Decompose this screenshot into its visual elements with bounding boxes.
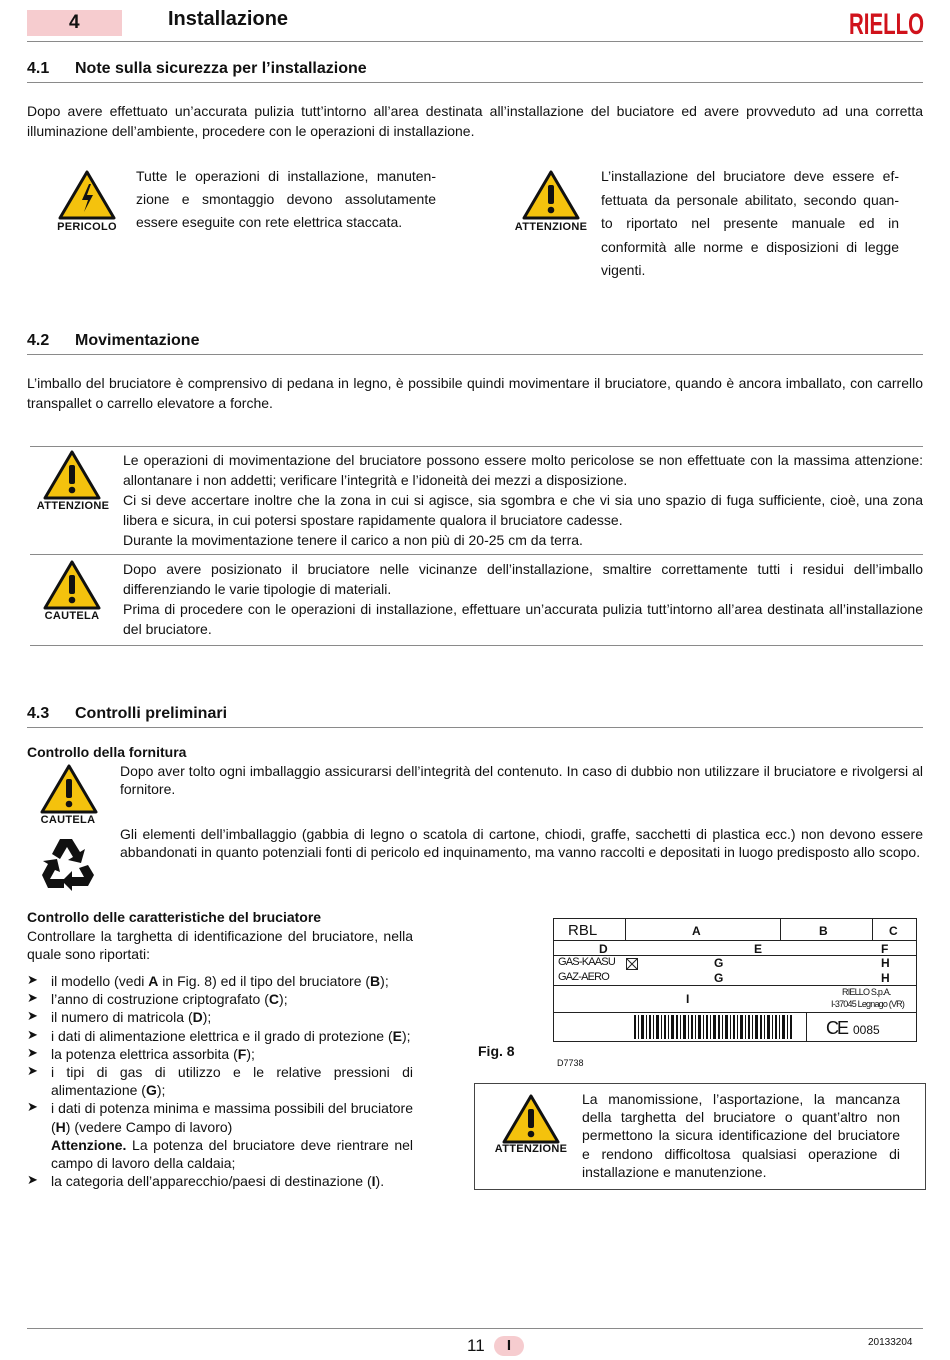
list-item [27,972,413,990]
document-code: 20133204 [868,1337,913,1348]
list-text: il numero di matricola ( [51,1009,193,1026]
pericolo-text [136,165,436,234]
list-text: in Fig. 8) ed il tipo del bruciatore ( [158,973,371,989]
text-line: essere eseguite con rete elettrica staccata. [136,214,403,230]
plate-field-g: G [714,956,724,970]
fornitura-para-1: Dopo aver tolto ogni imballaggio assicurarsi dell’integrità del contenuto. In caso di dubbio non utilizzare il bruciatore e rivolgersi al fornitore. [120,763,923,797]
chapter-number-badge [27,10,122,36]
chapter-number: 4 [69,12,80,33]
list-item [27,1008,413,1026]
section-rule [27,82,923,83]
attention-icon [502,1094,560,1144]
plate-address: I-37045 Legnago (VR) [831,999,905,1009]
riello-logo [848,8,925,41]
list-item [27,1099,413,1172]
list-text: la categoria dell’apparecchio/paesi di destinazione ( [51,1173,372,1190]
cautela-label: CAUTELA [40,814,96,826]
plate-field-h: H [881,956,890,970]
section-4-2-intro: L’imballo del bruciatore è comprensivo di pedana in legno, è possibile quindi movimentare il bruciatore, quando è ancora imballato, con carrello transpallet o carrello elevatore a forche. [27,375,923,411]
text-paragraph: Le operazioni di movimentazione del bruciatore possono essere molto pericolose se non effettuate con la massima attenzione: allontanare i non addetti; verificare l’integrità e l’idoneità dei mezzi a disposizione. [123,452,923,488]
section-title: Note sulla sicurezza per l’installazione [75,60,367,77]
list-bold: I [371,1173,376,1190]
plate-field-d: D [599,942,608,956]
tampering-warning-text: La manomissione, l’asportazione, la mancanza della targhetta del bruciatore o quant’altro non permettono la sicura identificazione del bruciatore e rendono difficoltosa qualsiasi operazione di installazione e manutenzione. [582,1091,900,1180]
section-number: 4.2 [27,332,50,349]
plate-field-i: I [686,992,690,1006]
plate-field-b: B [819,924,828,938]
ce-mark: CE [826,1018,848,1038]
section-title: Controlli preliminari [75,705,228,722]
plate-col-line [872,919,873,940]
list-item [27,1172,413,1190]
electric-hazard-icon [58,170,116,220]
text-line: fettuata da personale abilitato, secondo quan- [601,191,899,208]
list-item [27,1063,413,1099]
plate-gas-1: GAS-KAASU [558,956,615,968]
svg-text:RIELLO: RIELLO [849,8,924,41]
text-paragraph: Dopo avere posizionato il bruciatore nelle vicinanze dell’installazione, smaltire correttamente tutti i residui dell’imballo differenziando le varie tipologie di materiali. [123,561,923,597]
section-number: 4.3 [27,705,50,722]
language-badge: I [494,1336,524,1356]
plate-field-g: G [714,971,724,985]
text-paragraph: Prima di procedere con le operazioni di installazione, effettuare un’accurata pulizia tutt’intorno all’area destinata all’installazione del bruciatore. [123,601,923,637]
plate-field-f: F [881,942,889,956]
identification-plate [553,918,917,1042]
plate-field-a: A [692,924,701,938]
list-bold: B [370,973,381,989]
list-text: i dati di alimentazione elettrica e il grado di protezione ( [51,1027,393,1044]
plate-row-line [554,1012,916,1013]
caratteristiche-list [27,972,413,1190]
text-paragraph: Ci si deve accertare inoltre che la zona in cui si agisce, sia sgombra e che vi sia uno spazio di fuga sufficiente, cioè, una zona libera e sicura, in cui potersi spostare rapidamente qualora il bruciatore cadesse. [123,492,923,528]
list-text: ); [380,973,389,989]
cautela-label: CAUTELA [44,610,100,622]
plate-field-c: C [889,924,898,938]
page-number: 11 [467,1336,485,1355]
plate-model: RBL [568,922,598,939]
list-text: la potenza elettrica assorbita ( [51,1045,238,1062]
plate-col-line [780,919,781,940]
list-text: i dati di potenza minima e massima possibili del bruciatore ( [51,1100,413,1135]
list-text: ); [401,1027,411,1044]
subheading-caratteristiche: Controllo delle caratteristiche del bruciatore [27,909,322,925]
plate-row-line [554,985,916,986]
list-text: i tipi di gas di utilizzo e le relative pressioni di alimentazione ( [51,1064,413,1099]
barcode [634,1015,794,1039]
list-bold: D [192,1009,203,1026]
text-line: zione e smontaggio devono assolutamente [136,191,436,207]
plate-company: RIELLO S.p.A. [842,987,891,997]
header-rule [27,41,923,42]
list-text: l’anno di costruzione criptografato ( [51,991,269,1008]
text-line: to riportato nel presente manuale ed in [601,215,899,231]
caution-icon [40,764,98,814]
caratteristiche-intro: Controllare la targhetta di identificazione del bruciatore, nella quale sono riportati: [27,928,413,962]
footer-rule [27,1328,923,1329]
checkbox-crossed-icon [626,958,638,970]
list-text: ); [279,991,288,1008]
list-text: ); [246,1045,255,1062]
plate-row-line [554,940,916,941]
list-item [27,1045,413,1063]
pericolo-label: PERICOLO [57,221,117,233]
list-bold: C [268,991,280,1008]
section-rule [27,354,923,355]
list-item [27,990,413,1008]
list-text: ) (vedere Campo di lavoro) [65,1118,233,1135]
warning-block-rule-top [30,446,923,447]
list-bold: H [55,1118,66,1135]
text-line: L’installazione del bruciatore deve essere ef- [601,168,899,184]
caution-icon [43,560,101,610]
list-text: ); [156,1082,166,1099]
list-bold: F [237,1045,247,1062]
list-text: ); [202,1009,212,1026]
section-4-1-intro: Dopo avere effettuato un’accurata pulizia tutt’intorno all’area destinata all’installazione del buciatore ed avere provveduto ad una corretta illuminazione dell’ambiente, procedere con le operazioni di installazione. [27,103,923,139]
plate-field-e: E [754,942,763,956]
text-paragraph: Durante la movimentazione tenere il carico a non più di 20-25 cm da terra. [123,532,583,548]
section-number: 4.1 [27,60,50,77]
attenzione-label: ATTENZIONE [36,500,110,512]
list-bold: E [392,1027,402,1044]
movimentazione-warning-text [123,450,923,550]
list-bold: Attenzione. [51,1136,127,1153]
text-line: conformità alle norme e disposizioni di legge [601,238,899,255]
warning-block-rule-mid [30,554,923,555]
section-4-1-heading [27,60,367,78]
fornitura-para-2: Gli elementi dell’imballaggio (gabbia di legno o scatola di cartone, chiodi, graffe, sacchetti di plastica ecc.) non devono essere abbandonati in quanto potenziali fonti di pericolo ed inquinamento, ma vanno raccolti e depositati in luogo predisposto allo scopo. [120,826,923,860]
list-text: La potenza del bruciatore deve rientrare nel campo di lavoro della caldaia; [51,1136,413,1172]
figure-code: D7738 [557,1058,584,1068]
plate-col-line [806,1012,807,1041]
movimentazione-caution-text [123,559,923,639]
list-bold: A [148,973,159,989]
section-title: Movimentazione [75,332,200,349]
section-rule [27,727,923,728]
attenzione-label: ATTENZIONE [514,221,588,233]
list-text: ). [375,1173,385,1190]
text-line: vigenti. [601,262,646,278]
plate-field-h: H [881,971,890,985]
attention-icon [522,170,580,220]
figure-label: Fig. 8 [478,1043,515,1059]
section-4-3-heading [27,705,227,723]
chapter-title: Installazione [168,8,289,30]
plate-col-line [625,919,626,940]
list-item [27,1027,413,1045]
list-bold: G [145,1082,157,1099]
list-text: il modello (vedi [51,973,149,989]
text-line: Tutte le operazioni di installazione, manuten- [136,168,436,184]
attenzione-label: ATTENZIONE [494,1143,568,1155]
plate-gas-2: GAZ-AERO [558,971,610,983]
section-4-2-heading [27,332,199,350]
subheading-fornitura: Controllo della fornitura [27,744,187,760]
ce-number: 0085 [853,1023,880,1037]
recycle-icon [38,833,100,893]
attenzione-text [601,165,899,283]
warning-block-rule-bottom [30,645,923,646]
attention-icon [43,450,101,500]
